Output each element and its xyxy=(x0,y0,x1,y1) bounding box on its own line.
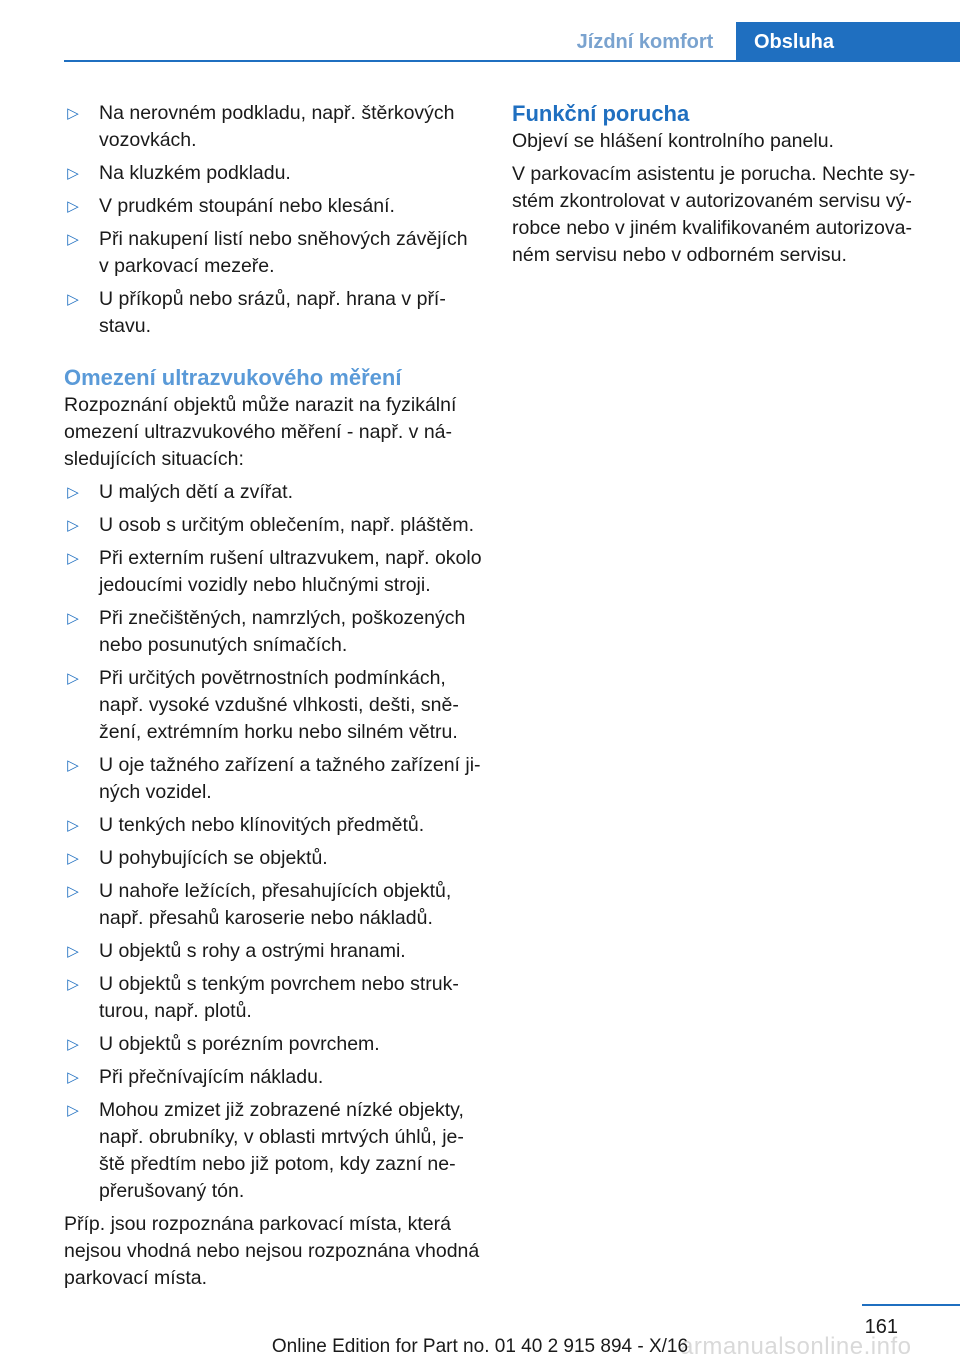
triangle-bullet-icon: ▷ xyxy=(67,1102,79,1119)
list-item-text: U tenkých nebo klínovitých předmětů. xyxy=(99,814,425,836)
edition-footer xyxy=(0,1336,960,1358)
malfunction-message-paragraph: Objeví se hlášení kontrolního panelu. xyxy=(512,130,834,152)
list-item xyxy=(64,605,482,659)
triangle-bullet-icon: ▷ xyxy=(67,976,79,993)
triangle-bullet-icon: ▷ xyxy=(67,484,79,501)
footer-rule xyxy=(862,1304,960,1306)
list-item xyxy=(64,479,482,506)
list-item xyxy=(64,752,482,806)
list-item xyxy=(64,545,482,599)
list-item-text: Při přečnívajícím nákladu. xyxy=(99,1066,324,1088)
list-item xyxy=(64,286,482,340)
triangle-bullet-icon: ▷ xyxy=(67,517,79,534)
list-item xyxy=(64,878,482,932)
list-item xyxy=(64,193,482,220)
page-number: 161 xyxy=(864,1316,898,1338)
list-item-text: Mohou zmizet již zobrazené nízké objekty, např. obrubníky, v oblasti mrtvých úhlů, je‐ště předtím nebo již potom, kdy zazní ne‐přerušovaný tón. xyxy=(99,1099,464,1202)
closing-paragraph: Příp. jsou rozpoznána parkovací místa, která nejsou vhodná nebo nejsou rozpoznána vhodná parkovací místa. xyxy=(64,1213,480,1289)
list-item xyxy=(64,1031,482,1058)
list-item xyxy=(64,160,482,187)
malfunction-service-paragraph: V parkovacím asistentu je porucha. Nechte sy‐stém zkontrolovat v autorizovaném servisu vý‐robce nebo v jiném kvalifikovaném autorizova‐ném servisu nebo v odborném servisu. xyxy=(512,163,916,266)
list-item-text: U nahoře ležících, přesahujících objektů, např. přesahů karoserie nebo nákladů. xyxy=(99,880,452,929)
list-item-text: Na kluzkém podkladu. xyxy=(99,162,291,184)
list-item xyxy=(64,845,482,872)
triangle-bullet-icon: ▷ xyxy=(67,850,79,867)
triangle-bullet-icon: ▷ xyxy=(67,1036,79,1053)
ultrasonic-limits-list xyxy=(64,479,482,1205)
list-item xyxy=(64,226,482,280)
triangle-bullet-icon: ▷ xyxy=(67,198,79,215)
triangle-bullet-icon: ▷ xyxy=(67,943,79,960)
right-column xyxy=(512,100,928,275)
triangle-bullet-icon: ▷ xyxy=(67,231,79,248)
triangle-bullet-icon: ▷ xyxy=(67,817,79,834)
list-item-text: U objektů s tenkým povrchem nebo struk‐turou, např. plotů. xyxy=(99,973,459,1022)
list-item-text: U objektů s rohy a ostrými hranami. xyxy=(99,940,406,962)
edition-text: Online Edition for Part no. 01 40 2 915 894 - X/16 xyxy=(271,1336,689,1357)
triangle-bullet-icon: ▷ xyxy=(67,291,79,308)
list-item-text: Při určitých povětrnostních podmínkách, např. vysoké vzdušné vlhkosti, dešti, sně‐žení, extrémním horku nebo silném větru. xyxy=(99,667,459,743)
list-item-text: U příkopů nebo srázů, např. hrana v pří‐stavu. xyxy=(99,288,446,337)
list-item-text: Při nakupení listí nebo sněhových závějích v parkovací mezeře. xyxy=(99,228,468,277)
ultrasonic-limits-heading: Omezení ultrazvukového měření xyxy=(64,365,402,390)
triangle-bullet-icon: ▷ xyxy=(67,550,79,567)
watermark-text: armanualsonline.info xyxy=(680,1333,912,1360)
list-item xyxy=(64,812,482,839)
triangle-bullet-icon: ▷ xyxy=(67,1069,79,1086)
triangle-bullet-icon: ▷ xyxy=(67,610,79,627)
triangle-bullet-icon: ▷ xyxy=(67,883,79,900)
header-rule xyxy=(64,60,960,62)
list-item-text: U osob s určitým oblečením, např. pláštěm. xyxy=(99,514,474,536)
list-item xyxy=(64,665,482,746)
list-item xyxy=(64,938,482,965)
list-item-text: U oje tažného zařízení a tažného zařízení ji‐ných vozidel. xyxy=(99,754,481,803)
header-chapter-tab: Obsluha xyxy=(736,22,960,62)
list-item-text: V prudkém stoupání nebo klesání. xyxy=(99,195,395,217)
list-item-text: U objektů s porézním povrchem. xyxy=(99,1033,380,1055)
list-item-text: Na nerovném podkladu, např. štěrkových vozovkách. xyxy=(99,102,455,151)
surface-conditions-list xyxy=(64,100,482,340)
ultrasonic-intro-paragraph: Rozpoznání objektů může narazit na fyzikální omezení ultrazvukového měření - např. v ná‐sledujících situacích: xyxy=(64,394,457,470)
triangle-bullet-icon: ▷ xyxy=(67,757,79,774)
list-item-text: Při externím rušení ultrazvukem, např. okolo jedoucími vozidly nebo hlučnými stroji. xyxy=(99,547,482,596)
list-item xyxy=(64,971,482,1025)
list-item xyxy=(64,1097,482,1205)
left-column xyxy=(64,100,482,1298)
list-item xyxy=(64,512,482,539)
list-item-text: Při znečištěných, namrzlých, poškozených nebo posunutých snímačích. xyxy=(99,607,466,656)
triangle-bullet-icon: ▷ xyxy=(67,105,79,122)
list-item-text: U malých dětí a zvířat. xyxy=(99,481,293,503)
triangle-bullet-icon: ▷ xyxy=(67,165,79,182)
list-item-text: U pohybujících se objektů. xyxy=(99,847,328,869)
triangle-bullet-icon: ▷ xyxy=(67,670,79,687)
list-item xyxy=(64,1064,482,1091)
malfunction-heading: Funkční porucha xyxy=(512,101,690,126)
list-item xyxy=(64,100,482,154)
header-section-tab: Jízdní komfort xyxy=(576,30,714,53)
